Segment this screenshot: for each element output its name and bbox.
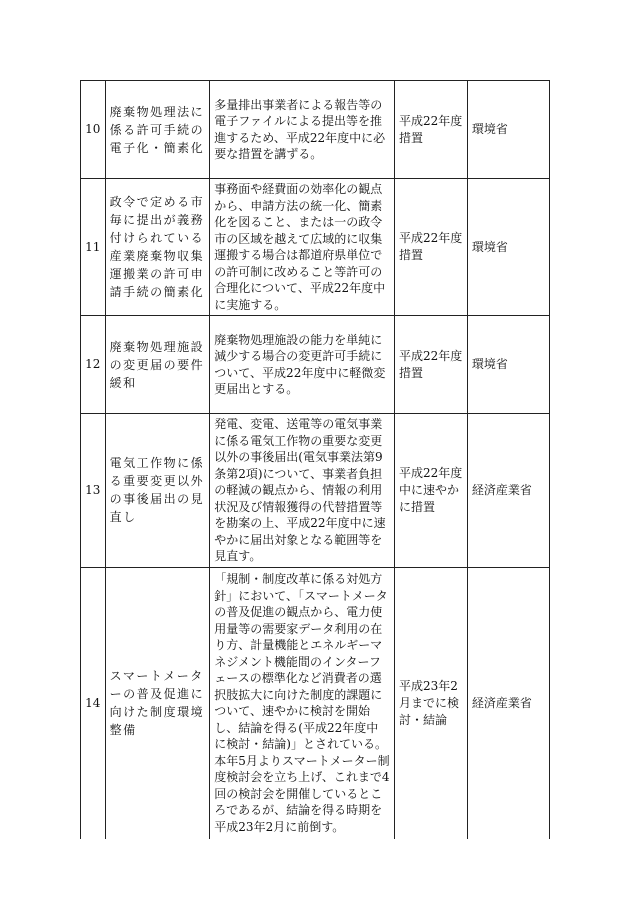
table-row-10 xyxy=(81,81,550,179)
item-title: 廃棄物処理施設の変更届の要件緩和 xyxy=(105,316,210,414)
item-description: 「規制・制度改革に係る対処方針」において、「スマートメータの普及促進の観点から、電力使用量等の需要家データ利用の在り方、計量機能とエネルギーマネジメント機能間のインターフェースの標準化など消費者の選択肢拡大に向けた制度的課題について、速やかに検討を開始し、結論を得る(平成22年度中に検討・結論)」とされている。本年5月よりスマートメーター制度検討会を立ち上げ、これまで4回の検討会を開催しているところであるが、結論を得る時期を平成23年2月に前倒す。 xyxy=(210,567,395,839)
responsible-ministry: 環境省 xyxy=(467,316,549,414)
row-number: 12 xyxy=(81,316,106,414)
item-title: 政令で定める市毎に提出が義務付けられている産業廃棄物収集運搬業の許可申請手続の簡素化 xyxy=(105,179,210,316)
item-description: 廃棄物処理施設の能力を単純に減少する場合の変更許可手続について、平成22年度中に軽微変更届出とする。 xyxy=(210,316,395,414)
item-description: 事務面や経費面の効率化の観点から、申請方法の統一化、簡素化を図ること、または一の政令市の区域を越えて広域的に収集運搬する場合は都道府県単位での許可制に改めること等許可の合理化について、平成22年度中に実施する。 xyxy=(210,179,395,316)
item-description: 多量排出事業者による報告等の電子ファイルによる提出等を推進するため、平成22年度中に必要な措置を講ずる。 xyxy=(210,81,395,179)
measures-table xyxy=(80,80,550,839)
implementation-timing: 平成22年度措置 xyxy=(395,81,468,179)
table-row-11 xyxy=(81,179,550,316)
item-title: 廃棄物処理法に係る許可手続の電子化・簡素化 xyxy=(105,81,210,179)
implementation-timing: 平成22年度中に速やかに措置 xyxy=(395,414,468,568)
item-title: スマートメーターの普及促進に向けた制度環境整備 xyxy=(105,567,210,839)
table-row-13 xyxy=(81,414,550,568)
row-number: 11 xyxy=(81,179,106,316)
row-number: 13 xyxy=(81,414,106,568)
item-description: 発電、変電、送電等の電気事業に係る電気工作物の重要な変更以外の事後届出(電気事業法第9条第2項)について、事業者負担の軽減の観点から、情報の利用状況及び情報獲得の代替措置等を勘案の上、平成22年度中に速やかに届出対象となる範囲等を見直す。 xyxy=(210,414,395,568)
implementation-timing: 平成22年度措置 xyxy=(395,179,468,316)
item-title: 電気工作物に係る重要変更以外の事後届出の見直し xyxy=(105,414,210,568)
table-row-14 xyxy=(81,567,550,839)
responsible-ministry: 環境省 xyxy=(467,81,549,179)
implementation-timing: 平成23年2月までに検討・結論 xyxy=(395,567,468,839)
responsible-ministry: 環境省 xyxy=(467,179,549,316)
table-row-12 xyxy=(81,316,550,414)
row-number: 14 xyxy=(81,567,106,839)
implementation-timing: 平成22年度措置 xyxy=(395,316,468,414)
responsible-ministry: 経済産業省 xyxy=(467,414,549,568)
row-number: 10 xyxy=(81,81,106,179)
responsible-ministry: 経済産業省 xyxy=(467,567,549,839)
